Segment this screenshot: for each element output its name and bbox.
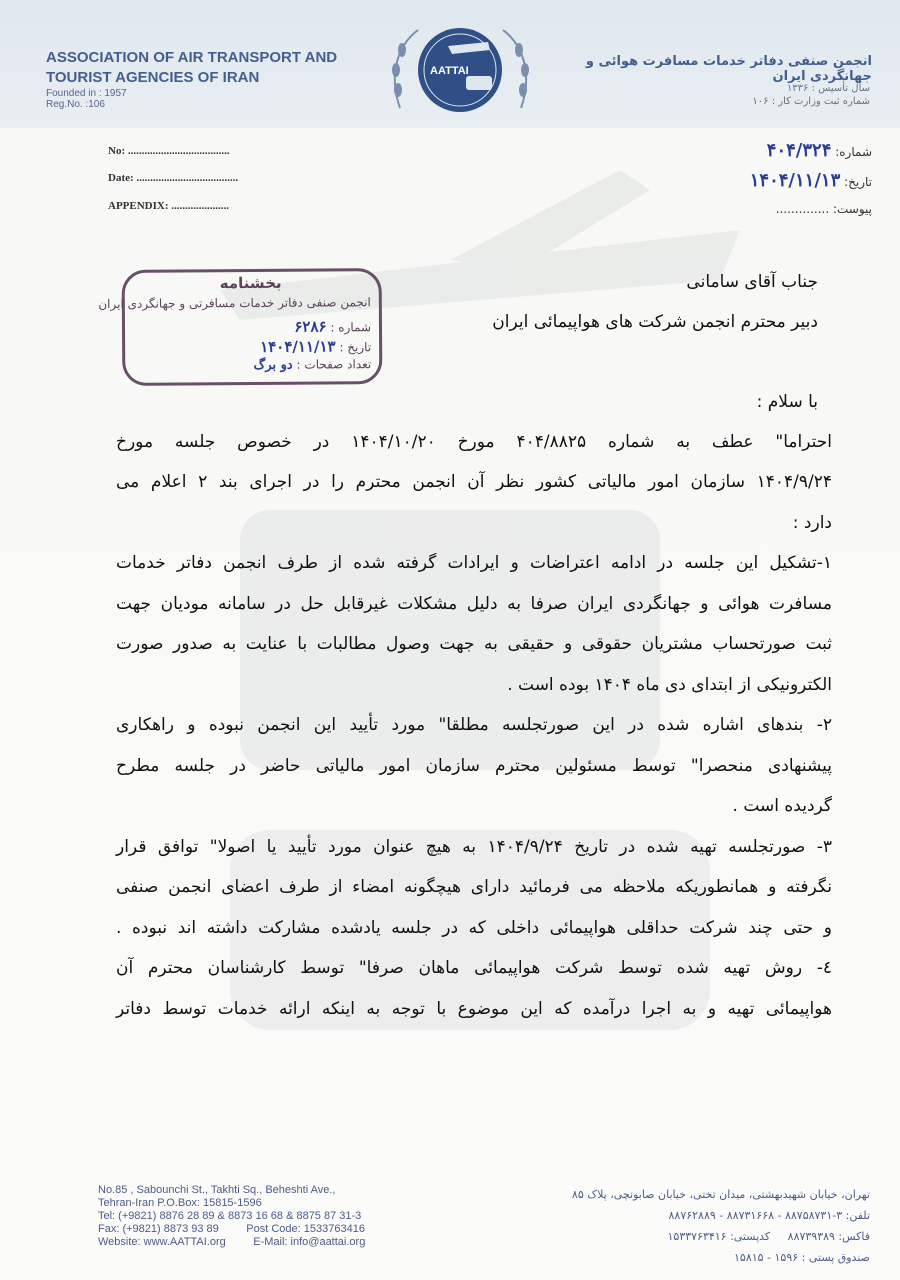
stamp-pages-label: تعداد صفحات : bbox=[296, 357, 372, 372]
footer-fa-line: صندوق پستی : ۱۵۹۶ - ۱۵۸۱۵ bbox=[734, 1251, 870, 1264]
body-line: ۱-تشکیل این جلسه در ادامه اعتراضات و ایرادات گرفته شده از طرف انجمن دفاتر خدمات bbox=[116, 553, 832, 573]
stamp-pages bbox=[131, 357, 405, 374]
body-line: نگرفته و همانطوریکه ملاحظه می فرمائید دارای هیچگونه امضاء از طرف اعضای انجمن صنفی bbox=[116, 877, 832, 897]
body-line: ۲- بندهای اشاره شده در این صورتجلسه مطلقا" مورد تأیید این انجمن نبوده و راهکاری bbox=[116, 715, 832, 735]
aattai-logo-icon bbox=[388, 20, 533, 118]
stamp-pages-value: دو برگ bbox=[253, 357, 293, 373]
body-line: ۱۴۰۴/۹/۲۴ سازمان امور مالیاتی کشور نظر آن انجمن محترم را در اجرای بند ۲ اعلام می bbox=[116, 472, 832, 492]
english-footer-address bbox=[98, 1184, 365, 1249]
english-org-name-line1: ASSOCIATION OF AIR TRANSPORT AND bbox=[46, 49, 338, 66]
fa-attachment-field: پیوست: .............. bbox=[775, 202, 872, 216]
body-line: گردیده است . bbox=[732, 796, 832, 816]
stamp-org: انجمن صنفی دفاتر خدمات مسافرتی و جهانگردی ایران bbox=[98, 295, 371, 312]
stamp-title: بخشنامه bbox=[219, 273, 282, 293]
persian-founding-info bbox=[660, 82, 870, 108]
body-line: ٤- روش تهیه شده توسط شرکت هواپیمائی ماهان صرفا" توسط کارشناسان محترم آن bbox=[116, 958, 832, 978]
persian-footer-address bbox=[520, 1184, 870, 1268]
body-line: ۳- صورتجلسه تهیه شده در تاریخ ۱۴۰۴/۹/۲۴ به هیچ عنوان مورد تأیید یا اصولا" توافق قرار bbox=[116, 837, 832, 857]
body-line: و حتی چند شرکت حداقلی هواپیمائی داخلی که در جلسه یادشده مشارکت داشته اند نبوده . bbox=[116, 918, 832, 938]
stamp-number-label: شماره : bbox=[330, 320, 372, 335]
footer-fa-line: فاکس: ۸۸۷۳۹۳۸۹ کدپستی: ۱۵۳۳۷۶۳۴۱۶ bbox=[667, 1230, 870, 1243]
fa-number-value: ۴۰۴/۳۲۴ bbox=[766, 140, 832, 161]
fa-attachment-label: پیوست: bbox=[832, 202, 872, 216]
appendix-label: APPENDIX: bbox=[108, 200, 169, 212]
stamp-date-value: ۱۴۰۴/۱۱/۱۳ bbox=[260, 337, 336, 356]
fa-date-value: ۱۴۰۴/۱۱/۱۳ bbox=[749, 170, 841, 191]
body-line: پیشنهادی منحصرا" توسط مسئولین محترم سازمان امور مالیاتی حاضر در جلسه مطرح bbox=[116, 756, 832, 776]
english-founding-info bbox=[46, 88, 127, 110]
stamp-number bbox=[131, 317, 405, 337]
stamp-number-value: ۶۲۸۶ bbox=[294, 317, 327, 336]
fa-number-label: شماره: bbox=[835, 145, 872, 159]
body-line: ثبت صورتحساب مشتریان حقوقی و حقیقی به جهت وصول مطالبات با عنایت به صدور صورت bbox=[116, 634, 832, 654]
date-field: Date: ..................................... bbox=[108, 172, 239, 184]
footer-en-line: Tel: (+9821) 8876 28 89 & 8873 16 68 & 8875 87 31-3 bbox=[98, 1210, 362, 1222]
footer-fa-line: تهران، خیابان شهیدبهشتی، میدان تختی، خیابان صابونچی، پلاک ۸۵ bbox=[571, 1188, 870, 1201]
no-label: No: bbox=[108, 145, 126, 157]
logo-text: AATTAI bbox=[430, 65, 469, 77]
footer-en-line: Tehran-Iran P.O.Box: 15815-1596 bbox=[98, 1197, 262, 1209]
no-field: No: ..................................... bbox=[108, 145, 230, 157]
addressee-name: جناب آقای سامانی bbox=[686, 272, 818, 292]
english-org-name bbox=[46, 48, 337, 88]
english-org-name-line2: TOURIST AGENCIES OF IRAN bbox=[46, 69, 260, 86]
reg-no-text: Reg.No. :106 bbox=[46, 99, 105, 110]
greeting: با سلام : bbox=[756, 392, 818, 412]
body-line: الکترونیکی از ابتدای دی ماه ۱۴۰۴ بوده است . bbox=[507, 675, 832, 695]
body-line: هواپیمائی تهیه و به اجرا درآمده که این موضوع با توجه به اینکه ارائه خدمات توسط دفاتر bbox=[116, 999, 832, 1019]
fa-date-label: تاریخ: bbox=[844, 175, 872, 189]
footer-en-line: Website: www.AATTAI.org E-Mail: info@aattai.org bbox=[98, 1236, 366, 1248]
founded-text: Founded in : 1957 bbox=[46, 88, 127, 99]
fa-number-field bbox=[700, 140, 872, 161]
body-line: دارد : bbox=[792, 513, 832, 533]
stamp-date-label: تاریخ : bbox=[339, 340, 372, 355]
footer-en-line: Fax: (+9821) 8873 93 89 Post Code: 1533763416 bbox=[98, 1223, 365, 1235]
persian-reg: شماره ثبت وزارت کار : ۱۰۶ bbox=[752, 96, 870, 107]
persian-org-name: انجمن صنفی دفاتر خدمات مسافرت هوائی و جهانگردی ایران bbox=[585, 54, 872, 84]
footer-fa-line: تلفن: ۳-۸۸۷۵۸۷۳۱ - ۸۸۷۳۱۶۶۸ - ۸۸۷۶۲۸۸۹ bbox=[668, 1209, 870, 1222]
stamp-date bbox=[131, 337, 405, 357]
footer-en-line: No.85 , Sabounchi St., Takhti Sq., Beheshti Ave., bbox=[98, 1184, 336, 1196]
body-line: احتراما" عطف به شماره ۴۰۴/۸۸۲۵ مورخ ۱۴۰۴/۱۰/۲۰ در خصوص جلسه مورخ bbox=[116, 432, 832, 452]
appendix-field: APPENDIX: ..................... bbox=[108, 200, 229, 212]
addressee-title: دبیر محترم انجمن شرکت های هواپیمائی ایران bbox=[492, 312, 818, 332]
date-label: Date: bbox=[108, 172, 134, 184]
fa-date-field bbox=[700, 170, 872, 191]
body-line: مسافرت هوائی و جهانگردی ایران صرفا به دلیل مشکلات غیرقابل حل در سامانه مودیان جهت bbox=[116, 594, 832, 614]
circular-stamp bbox=[98, 268, 383, 386]
persian-founded: سال تأسیس : ۱۳۳۶ bbox=[786, 83, 870, 94]
